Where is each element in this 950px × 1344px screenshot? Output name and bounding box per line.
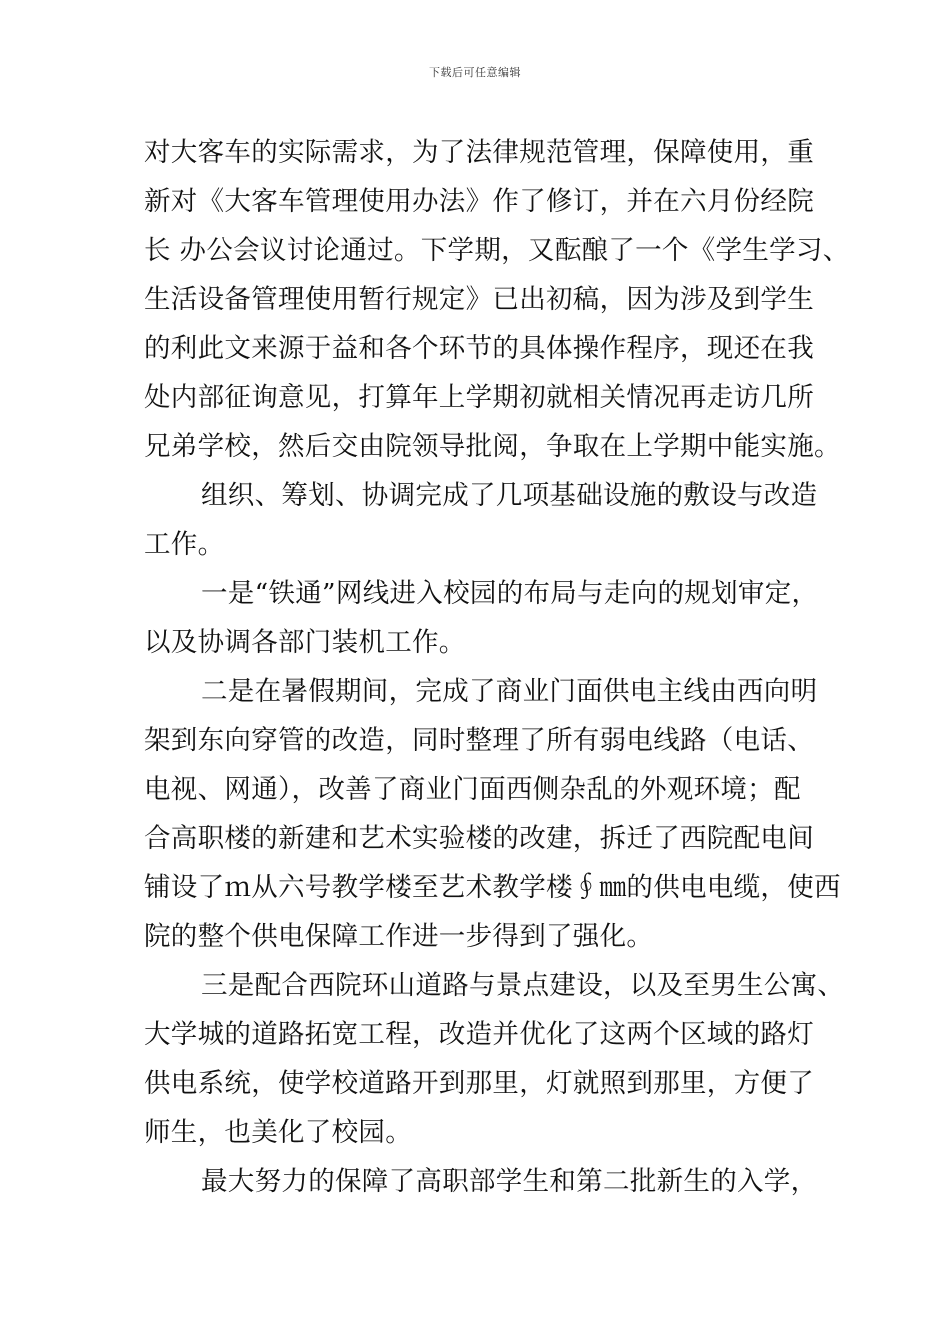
- paragraph-first-line: 组织、筹划、协调完成了几项基础设施的敷设与改造: [201, 480, 818, 511]
- text-line: 的利此文来源于益和各个环节的具体操作程序，现还在我: [144, 333, 814, 364]
- text-line: 处内部征询意见，打算年上学期初就相关情况再走访几所: [144, 382, 814, 413]
- page-header: 下载后可任意编辑: [429, 66, 521, 79]
- text-line: 新对《大客车管理使用办法》作了修订，并在六月份经院: [144, 186, 814, 217]
- paragraph-first-line: 二是在暑假期间，完成了商业门面供电主线由西向明: [201, 676, 818, 707]
- text-line: 以及协调各部门装机工作。: [144, 627, 466, 658]
- text-line: 长 办公会议讨论通过。下学期，又酝酿了一个《学生学习、: [144, 235, 850, 266]
- text-line: 大学城的道路拓宽工程，改造并优化了这两个区域的路灯: [144, 1019, 814, 1050]
- document-body: [144, 128, 850, 1206]
- paragraph-first-line: 一是“铁通”网线进入校园的布局与走向的规划审定，: [201, 578, 819, 609]
- text-line: 生活设备管理使用暂行规定》已出初稿，因为涉及到学生: [144, 284, 814, 315]
- text-line: 师生，也美化了校园。: [144, 1117, 412, 1148]
- text-line: 电视、网通），改善了商业门面西侧杂乱的外观环境；配: [144, 774, 801, 805]
- text-line: 供电系统，使学校道路开到那里，灯就照到那里，方便了: [144, 1068, 814, 1099]
- text-line: 工作。: [144, 529, 225, 560]
- text-line: 铺设了ｍ从六号教学楼至艺术教学楼∮㎜的供电电缆，使西: [144, 872, 841, 903]
- text-line: 院的整个供电保障工作进一步得到了强化。: [144, 921, 654, 952]
- text-line: 架到东向穿管的改造，同时整理了所有弱电线路（电话、: [144, 725, 814, 756]
- paragraph-first-line: 三是配合西院环山道路与景点建设，以及至男生公寓、: [201, 970, 845, 1001]
- text-line: 兄弟学校，然后交由院领导批阅，争取在上学期中能实施。: [144, 431, 841, 462]
- text-line: 合高职楼的新建和艺术实验楼的改建，拆迁了西院配电间: [144, 823, 814, 854]
- text-line: 对大客车的实际需求，为了法律规范管理，保障使用，重: [144, 137, 814, 168]
- paragraph-first-line: 最大努力的保障了高职部学生和第二批新生的入学，: [201, 1166, 818, 1197]
